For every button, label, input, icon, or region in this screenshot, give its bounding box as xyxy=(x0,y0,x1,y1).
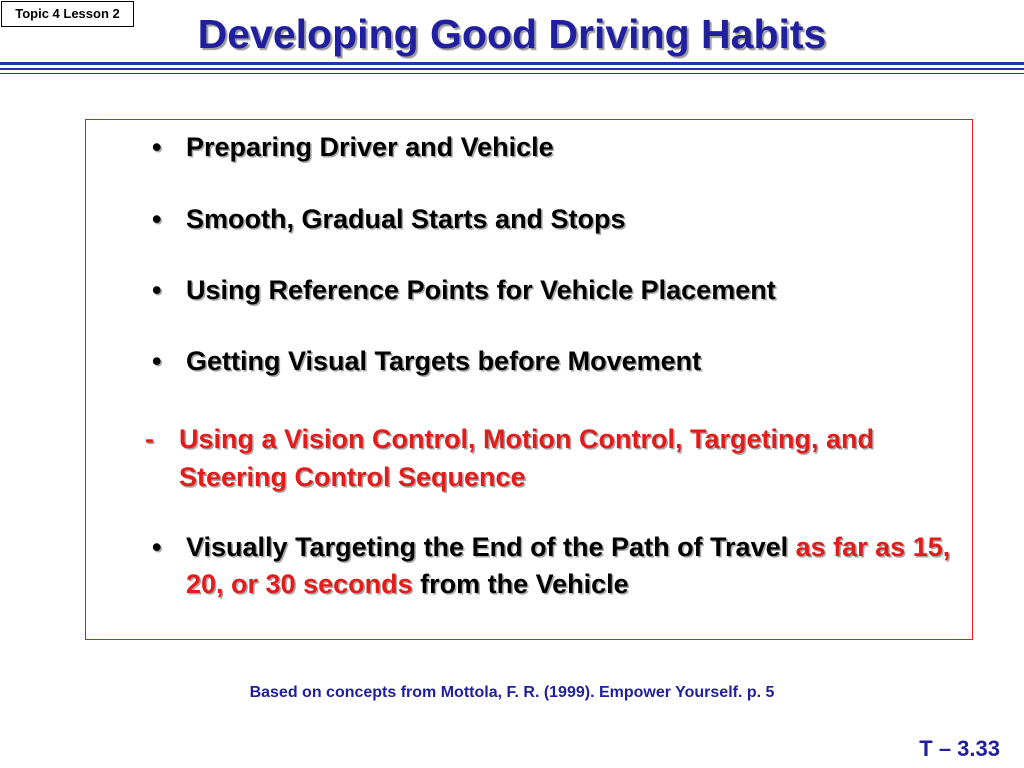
bullet-icon: • xyxy=(152,532,162,562)
bullet-icon: • xyxy=(152,346,162,376)
citation: Based on concepts from Mottola, F. R. (1999). Empower Yourself. p. 5 xyxy=(249,684,775,701)
sub-bullet-text: Using a Vision Control, Motion Control, Targeting, and Steering Control Sequence xyxy=(179,424,874,492)
slide-number: T – 3.33 xyxy=(919,736,1000,761)
content-box xyxy=(85,119,973,640)
bullet-text: Using Reference Points for Vehicle Placement xyxy=(186,275,776,305)
title-rule xyxy=(0,68,1024,70)
list-item xyxy=(136,272,956,309)
bullet-text-part1: Visually Targeting the End of the Path of Travel xyxy=(186,532,796,562)
bullet-icon: • xyxy=(152,204,162,234)
bullet-text: Getting Visual Targets before Movement xyxy=(186,346,702,376)
list-item xyxy=(136,201,956,238)
bullet-icon: • xyxy=(152,132,162,162)
bullet-text: Preparing Driver and Vehicle xyxy=(186,132,554,162)
bullet-text-highlight: as far as 15, 20, or 30 seconds xyxy=(186,532,951,599)
title-rule xyxy=(0,73,1024,74)
sub-list-item xyxy=(145,420,945,496)
dash-icon: - xyxy=(145,424,154,454)
topic-tag: Topic 4 Lesson 2 xyxy=(1,1,134,27)
bullet-text: Smooth, Gradual Starts and Stops xyxy=(186,204,626,234)
bullet-text-part3: from the Vehicle xyxy=(412,569,629,599)
title-rule xyxy=(0,62,1024,65)
list-item xyxy=(136,529,956,603)
bullet-icon: • xyxy=(152,275,162,305)
slide-title: Developing Good Driving Habits xyxy=(197,11,827,57)
list-item xyxy=(136,129,956,166)
list-item xyxy=(136,343,956,380)
